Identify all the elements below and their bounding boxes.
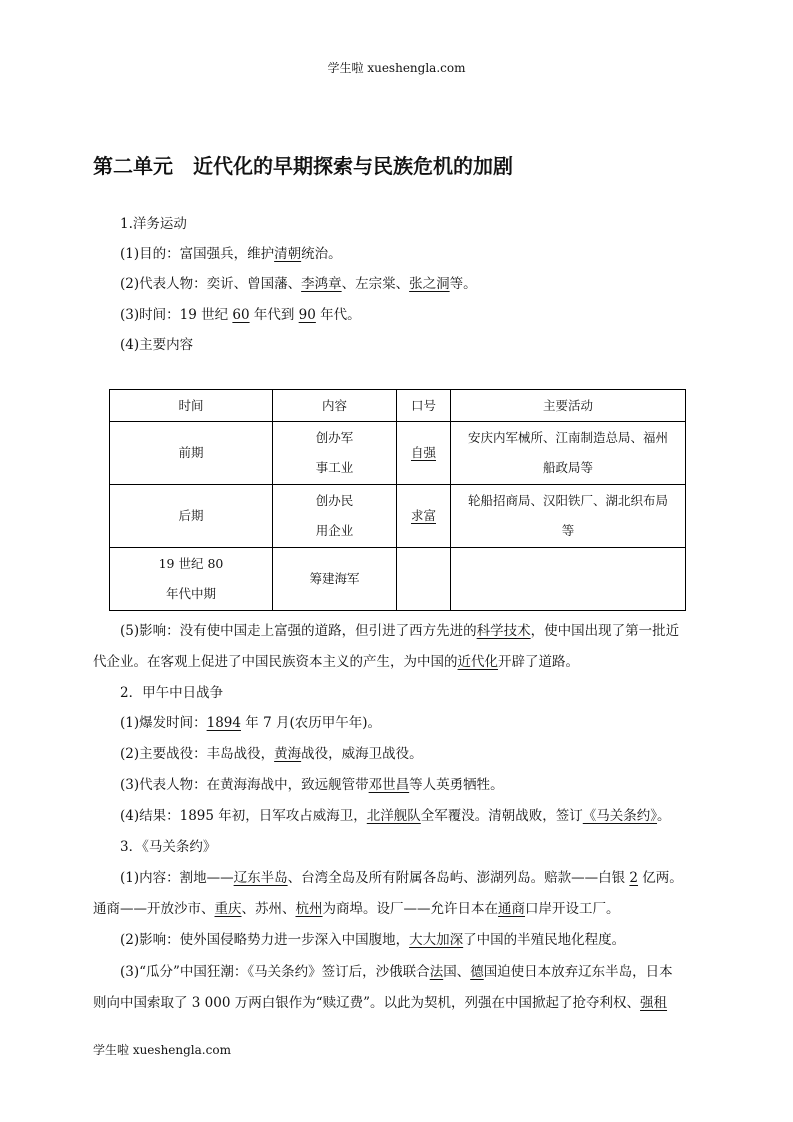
cell-content: 创办军 事工业 — [273, 422, 397, 485]
col-header-slogan: 口号 — [397, 390, 451, 422]
cell-content: 创办民 用企业 — [273, 485, 397, 548]
s3-partition-line2: 则向中国索取了 3 000 万两白银作为“赎辽费”。以此为契机，列强在中国掀起了抢夺利权、强租 — [93, 995, 668, 1011]
unit-title: 第二单元 近代化的早期探索与民族危机的加剧 — [93, 154, 513, 178]
cell-activities — [451, 548, 686, 611]
cell-slogan — [397, 548, 451, 611]
col-header-activities: 主要活动 — [451, 390, 686, 422]
s1-figures: (2)代表人物：奕䜣、曾国藩、李鸿章、左宗棠、张之洞等。 — [120, 276, 477, 292]
table-row — [110, 548, 686, 611]
section-1-heading: 1.洋务运动 — [120, 216, 187, 232]
cell-activities: 轮船招商局、汉阳铁厂、湖北织布局 等 — [451, 485, 686, 548]
page-header: 学生啦 xueshengla.com — [327, 61, 466, 75]
s3-content-line2: 通商——开放沙市、重庆、苏州、杭州为商埠。设厂——允许日本在通商口岸开设工厂。 — [93, 901, 620, 917]
col-header-content: 内容 — [273, 390, 397, 422]
s1-impact-line2: 代企业。在客观上促进了中国民族资本主义的产生，为中国的近代化开辟了道路。 — [93, 654, 579, 670]
col-header-time: 时间 — [110, 390, 273, 422]
cell-slogan: 自强 — [397, 422, 451, 485]
yangwu-table — [109, 389, 686, 611]
table-row — [110, 485, 686, 548]
s1-time: (3)时间：19 世纪 60 年代到 90 年代。 — [120, 307, 361, 323]
s3-partition-line1: (3)“瓜分”中国狂潮：《马关条约》签订后，沙俄联合法国、德国迫使日本放弃辽东半岛，日本 — [120, 964, 673, 980]
s2-result: (4)结果：1895 年初，日军攻占威海卫，北洋舰队全军覆没。清朝战败，签订《马关条约》。 — [120, 808, 671, 824]
section-3-heading: 3．《马关条约》 — [120, 839, 217, 855]
cell-time: 19 世纪 80 年代中期 — [110, 548, 273, 611]
s2-outbreak: (1)爆发时间：1894 年 7 月(农历甲午年)。 — [120, 715, 381, 731]
cell-slogan: 求富 — [397, 485, 451, 548]
s1-main-content-label: (4)主要内容 — [120, 337, 194, 353]
table-row — [110, 422, 686, 485]
cell-content: 筹建海军 — [273, 548, 397, 611]
page-footer: 学生啦 xueshengla.com — [93, 1043, 231, 1057]
cell-time: 后期 — [110, 485, 273, 548]
s2-figures: (3)代表人物：在黄海海战中，致远舰管带邓世昌等人英勇牺牲。 — [120, 777, 504, 793]
section-2-heading: 2．甲午中日战争 — [120, 685, 224, 701]
table-header-row — [110, 390, 686, 422]
cell-time: 前期 — [110, 422, 273, 485]
s3-impact: (2)影响：使外国侵略势力进一步深入中国腹地，大大加深了中国的半殖民地化程度。 — [120, 932, 626, 948]
cell-activities: 安庆内军械所、江南制造总局、福州 船政局等 — [451, 422, 686, 485]
s2-battles: (2)主要战役：丰岛战役，黄海战役，威海卫战役。 — [120, 746, 423, 762]
s1-purpose: (1)目的：富国强兵，维护清朝统治。 — [120, 246, 342, 262]
s1-impact-line1: (5)影响：没有使中国走上富强的道路，但引进了西方先进的科学技术，使中国出现了第一批近 — [120, 623, 680, 639]
s3-content-line1: (1)内容：割地——辽东半岛、台湾全岛及所有附属各岛屿、澎湖列岛。赔款——白银 2 亿两。 — [120, 870, 683, 886]
